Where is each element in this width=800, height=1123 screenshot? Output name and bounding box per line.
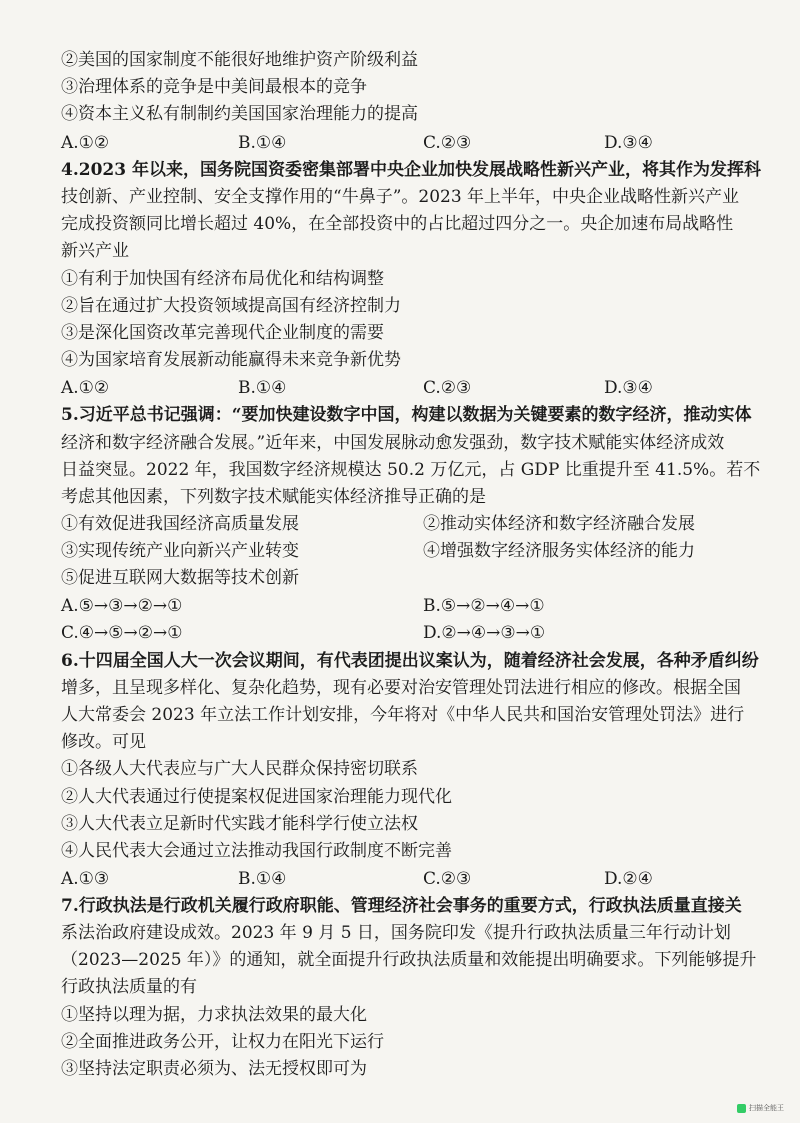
q4-statement-2: ②旨在通过扩大投资领域提高国有经济控制力 <box>61 296 401 316</box>
q7-stem-line-3: （2023—2025 年）》的通知，就全面提升行政执法质量和效能提出明确要求。下列能够提升 <box>61 950 757 970</box>
q5-statement-3: ③实现传统产业向新兴产业转变 <box>61 541 299 561</box>
q3-option-a: A.①② <box>61 133 110 153</box>
q4-statement-4: ④为国家培育发展新动能赢得未来竞争新优势 <box>61 350 401 370</box>
q5-statement-5: ⑤促进互联网大数据等技术创新 <box>61 568 299 588</box>
q7-stem-line-1: 7.行政执法是行政机关履行政府职能、管理经济社会事务的重要方式，行政执法质量直接关 <box>61 896 742 916</box>
q5-statement-4: ④增强数字经济服务实体经济的能力 <box>423 541 695 561</box>
q4-stem-line-3: 完成投资额同比增长超过 40%，在全部投资中的占比超过四分之一。央企加速布局战略性 <box>61 214 734 234</box>
q7-stem-line-4: 行政执法质量的有 <box>61 977 197 997</box>
q6-option-a: A.①③ <box>61 869 110 889</box>
q7-statement-2: ②全面推进政务公开，让权力在阳光下运行 <box>61 1032 384 1052</box>
q4-stem-line-1: 4.2023 年以来，国务院国资委密集部署中央企业加快发展战略性新兴产业，将其作为发挥科 <box>61 160 761 180</box>
q6-stem-line-1: 6.十四届全国人大一次会议期间，有代表团提出议案认为，随着经济社会发展，各种矛盾纠纷 <box>61 651 759 671</box>
q4-option-b: B.①④ <box>238 378 287 398</box>
q4-option-a: A.①② <box>61 378 110 398</box>
q6-option-c: C.②③ <box>423 869 472 889</box>
q5-stem-line-2: 经济和数字经济融合发展。”近年来，中国发展脉动愈发强劲，数字技术赋能实体经济成效 <box>61 433 725 453</box>
watermark-text: 扫描全能王 <box>749 1104 784 1112</box>
q4-option-c: C.②③ <box>423 378 472 398</box>
q5-statement-1: ①有效促进我国经济高质量发展 <box>61 514 299 534</box>
q6-option-d: D.②④ <box>604 869 653 889</box>
q4-statement-1: ①有利于加快国有经济布局优化和结构调整 <box>61 269 384 289</box>
q5-stem-line-3: 日益突显。2022 年，我国数字经济规模达 50.2 万亿元，占 GDP 比重提升至 41.5%。若不 <box>61 460 761 480</box>
q5-option-a: A.⑤→③→②→① <box>61 596 183 616</box>
q4-stem-line-2: 技创新、产业控制、安全支撑作用的“牛鼻子”。2023 年上半年，中央企业战略性新兴产业 <box>61 187 740 207</box>
q5-stem-line-1: 5.习近平总书记强调：“要加快建设数字中国，构建以数据为关键要素的数字经济，推动实体 <box>61 405 752 425</box>
q4-option-d: D.③④ <box>604 378 653 398</box>
q5-option-d: D.②→④→③→① <box>423 623 546 643</box>
q4-stem-line-4: 新兴产业 <box>61 241 129 261</box>
scanner-logo-icon <box>737 1104 746 1113</box>
q3-statement-2: ②美国的国家制度不能很好地维护资产阶级利益 <box>61 50 418 70</box>
q7-statement-1: ①坚持以理为据，力求执法效果的最大化 <box>61 1005 367 1025</box>
q5-statement-2: ②推动实体经济和数字经济融合发展 <box>423 514 695 534</box>
q3-option-b: B.①④ <box>238 133 287 153</box>
scanner-watermark <box>737 1103 784 1113</box>
q6-stem-line-3: 人大常委会 2023 年立法工作计划安排，今年将对《中华人民共和国治安管理处罚法》进行 <box>61 705 745 725</box>
q6-statement-2: ②人大代表通过行使提案权促进国家治理能力现代化 <box>61 787 452 807</box>
q3-statement-3: ③治理体系的竞争是中美间最根本的竞争 <box>61 77 367 97</box>
q6-stem-line-4: 修改。可见 <box>61 732 146 752</box>
q7-statement-3: ③坚持法定职责必须为、法无授权即可为 <box>61 1059 367 1079</box>
q6-stem-line-2: 增多，且呈现多样化、复杂化趋势，现有必要对治安管理处罚法进行相应的修改。根据全国 <box>61 678 741 698</box>
q5-stem-line-4: 考虑其他因素，下列数字技术赋能实体经济推导正确的是 <box>61 487 486 507</box>
q3-option-d: D.③④ <box>604 133 653 153</box>
q5-option-c: C.④→⑤→②→① <box>61 623 183 643</box>
q3-option-c: C.②③ <box>423 133 472 153</box>
q4-statement-3: ③是深化国资改革完善现代企业制度的需要 <box>61 323 384 343</box>
q6-option-b: B.①④ <box>238 869 287 889</box>
q6-statement-4: ④人民代表大会通过立法推动我国行政制度不断完善 <box>61 841 452 861</box>
q7-stem-line-2: 系法治政府建设成效。2023 年 9 月 5 日，国务院印发《提升行政执法质量三年行动计划 <box>61 923 731 943</box>
q3-statement-4: ④资本主义私有制制约美国国家治理能力的提高 <box>61 104 418 124</box>
q6-statement-1: ①各级人大代表应与广大人民群众保持密切联系 <box>61 759 418 779</box>
q5-option-b: B.⑤→②→④→① <box>423 596 545 616</box>
q6-statement-3: ③人大代表立足新时代实践才能科学行使立法权 <box>61 814 418 834</box>
